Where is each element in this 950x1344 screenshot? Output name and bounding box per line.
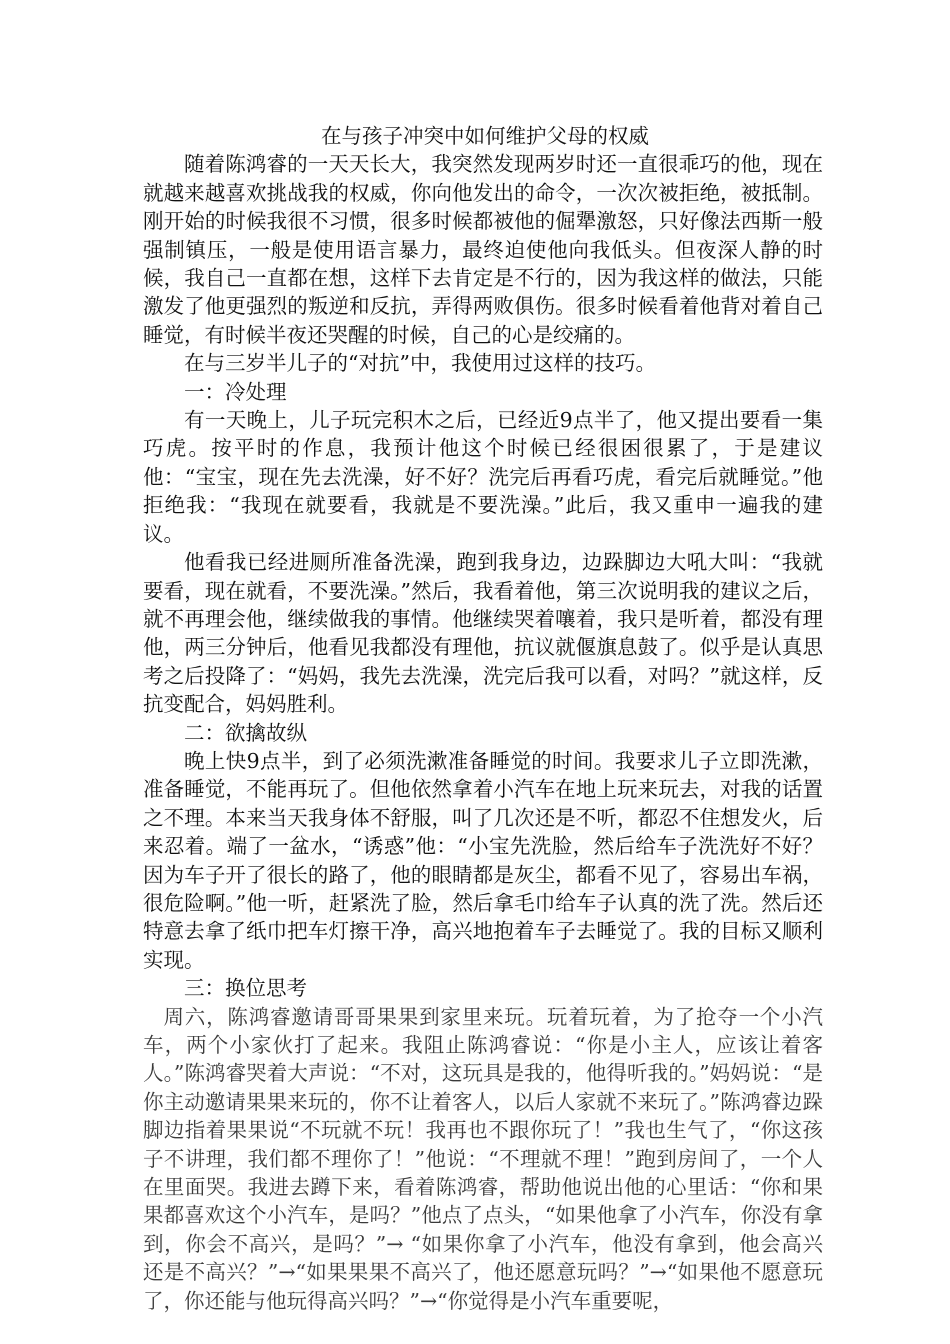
paragraph-intro: 随着陈鸿睿的一天天长大，我突然发现两岁时还一直很乖巧的他，现在就越来越喜欢挑战我的权威，你向他发出的命令，一次次被拒绝，被抵制。刚开始的时候我很不习惯，很多时候都被他的倔犟激怒，只好像法西斯一般强制镇压，一般是使用语言暴力，最终迫使他向我低头。但夜深人静的时候，我自己一直都在想，这样下去肯定是不行的，因为我这样的做法，只能激发了他更强烈的叛逆和反抗，弄得两败俱伤。很多时候看着他背对着自己睡觉，有时候半夜还哭醒的时候，自己的心是绞痛的。 — [143, 152, 823, 347]
section-heading-perspective-taking: 三：换位思考 — [184, 976, 307, 1001]
paragraph-cold-treatment-1: 有一天晚上，儿子玩完积木之后，已经近9点半了，他又提出要看一集巧虎。按平时的作息，我预计他这个时候已经很困很累了，于是建议他：“宝宝，现在先去洗澡，好不好？洗完后再看巧虎，看完后就睡觉。”他拒绝我：“我现在就要看，我就是不要洗澡。”此后，我又重申一遍我的建议。 — [143, 408, 823, 546]
section-heading-catch-and-release: 二：欲擒故纵 — [184, 720, 307, 745]
paragraph-catch-and-release: 晚上快9点半，到了必须洗漱准备睡觉的时间。我要求儿子立即洗漱，准备睡觉，不能再玩了。但他依然拿着小汽车在地上玩来玩去，对我的话置之不理。本来当天我身体不舒服，叫了几次还是不听，都忍不住想发火，后来忍着。端了一盆水，“诱惑”他：“小宝先洗脸，然后给车子洗洗好不好？因为车子开了很长的路了，他的眼睛都是灰尘，都看不见了，容易出车祸，很危险啊。”他一听，赶紧洗了脸，然后拿毛巾给车子认真的洗了洗。然后还特意去拿了纸巾把车灯擦干净，高兴地抱着车子去睡觉了。我的目标又顺利实现。 — [143, 748, 823, 972]
paragraph-perspective-taking: 周六，陈鸿睿邀请哥哥果果到家里来玩。玩着玩着，为了抢夺一个小汽车，两个小家伙打了起来。我阻止陈鸿睿说：“你是小主人，应该让着客人。”陈鸿睿哭着大声说：“不对，这玩具是我的，他得听我的。”妈妈说：“是你主动邀请果果来玩的，你不让着客人，以后人家就不来玩了。”陈鸿睿边跺脚边指着果果说“不玩就不玩！我再也不跟你玩了！”我也生气了，“你这孩子不讲理，我们都不理你了！”他说：“不理就不理！”跑到房间了，一个人在里面哭。我进去蹲下来，看着陈鸿睿，帮助他说出他的心里话：“你和果果都喜欢这个小汽车，是吗？”他点了点头，“如果他拿了小汽车，你没有拿到，你会不高兴，是吗？”→ “如果你拿了小汽车，他没有拿到，他会高兴还是不高兴？”→“如果果果不高兴了，他还愿意玩吗？”→“如果他不愿意玩了，你还能与他玩得高兴吗？”→“你觉得是小汽车重要呢， — [143, 1004, 823, 1313]
document-body — [143, 122, 823, 1315]
section-heading-cold-treatment: 一：冷处理 — [184, 379, 287, 404]
document-title: 在与孩子冲突中如何维护父母的权威 — [321, 124, 649, 148]
paragraph-cold-treatment-2: 他看我已经进厕所准备洗澡，跑到我身边，边跺脚边大吼大叫：“我就要看，现在就看，不要洗澡。”然后，我看着他，第三次说明我的建议之后，就不再理会他，继续做我的事情。他继续哭着嚷着，我只是听着，都没有理他，两三分钟后，他看见我都没有理他，抗议就偃旗息鼓了。似乎是认真思考之后投降了：“妈妈，我先去洗澡，洗完后我可以看，对吗？”就这样，反抗变配合，妈妈胜利。 — [143, 550, 823, 717]
paragraph-techniques-intro: 在与三岁半儿子的“对抗”中，我使用过这样的技巧。 — [184, 351, 656, 376]
